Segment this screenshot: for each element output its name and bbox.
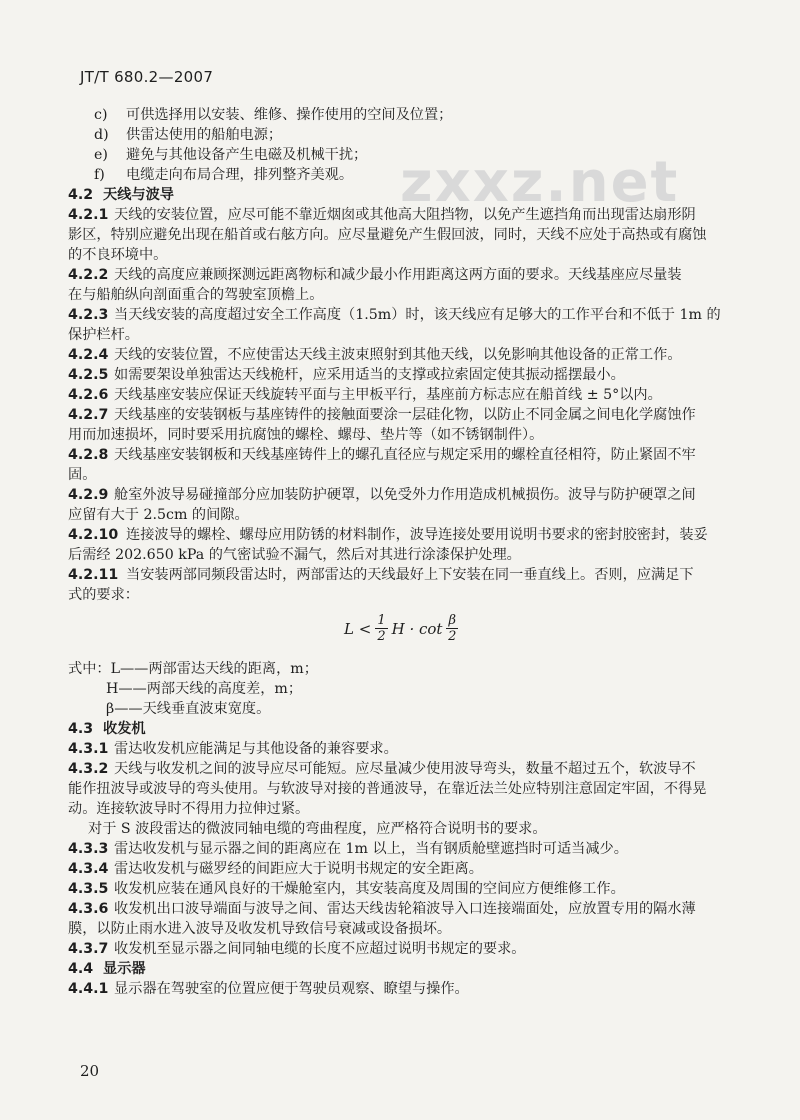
list-item: e) 避免与其他设备产生电磁及机械干扰；	[94, 147, 368, 163]
section-heading-4-4: 4.4 显示器	[68, 961, 146, 977]
watermark: zxxz.net	[400, 150, 680, 215]
document-body	[68, 105, 728, 999]
clause-4-2-1: 4.2.1 天线的安装位置，应尽可能不靠近烟囱或其他高大阻挡物，以免产生遮挡角而出现雷达扇形阴 影区，特别应避免出现在船首或右舷方向。应尽量避免产生假回波，同时，天线不应处于高热或有腐蚀 的不良环境中。	[68, 207, 707, 263]
clause-4-2-7: 4.2.7 天线基座的安装钢板与基座铸件的接触面要涂一层硅化物，以防止不同金属之间电化学腐蚀作 用而加速损坏，同时要采用抗腐蚀的螺栓、螺母、垫片等（如不锈钢制件）。	[68, 407, 696, 443]
clause-4-2-10: 4.2.10 连接波导的螺栓、螺母应用防锈的材料制作，波导连接处要用说明书要求的密封胶密封，装妥 后需经 202.650 kPa 的气密试验不漏气，然后对其进行涂漆保护处理。	[68, 527, 708, 563]
clause-4-2-2: 4.2.2 天线的高度应兼顾探测远距离物标和减少最小作用距离这两方面的要求。天线基座应尽量装 在与船舶纵向剖面重合的驾驶室顶檐上。	[68, 267, 682, 303]
clause-4-2-5: 4.2.5 如需要架设单独雷达天线桅杆，应采用适当的支撑或拉索固定使其振动摇摆最小。	[68, 367, 625, 383]
fraction-half: $\frac{1}{2}$	[377, 613, 386, 644]
clause-4-3-7: 4.3.7 收发机至显示器之间同轴电缆的长度不应超过说明书规定的要求。	[68, 941, 526, 957]
formula	[68, 609, 728, 653]
list-item: c) 可供选择用以安装、维修、操作使用的空间及位置；	[94, 107, 453, 123]
clause-4-2-8: 4.2.8 天线基座安装钢板和天线基座铸件上的螺孔直径应与规定采用的螺栓直径相符，防止紧固不牢 固。	[68, 447, 696, 483]
page-number: 20	[80, 1062, 100, 1080]
standard-code: JT/T 680.2—2007	[80, 68, 214, 86]
clause-4-3-3: 4.3.3 雷达收发机与显示器之间的距离应在 1m 以上，当有钢质舱壁遮挡时可适当减少。	[68, 841, 628, 857]
clause-4-3-4: 4.3.4 雷达收发机与磁罗经的间距应大于说明书规定的安全距离。	[68, 861, 483, 877]
clause-4-2-9: 4.2.9 舱室外波导易碰撞部分应加装防护硬罩，以免受外力作用造成机械损伤。波导与防护硬罩之间 应留有大于 2.5cm 的间隙。	[68, 487, 696, 523]
list-item: d) 供雷达使用的船舶电源；	[94, 127, 283, 143]
fraction-beta: $\frac{\beta}{2}$	[448, 613, 457, 644]
clause-4-3-1: 4.3.1 雷达收发机应能满足与其他设备的兼容要求。	[68, 741, 398, 757]
list-item: f) 电缆走向布局合理，排列整齐美观。	[94, 167, 354, 183]
clause-4-3-6: 4.3.6 收发机出口波导端面与波导之间、雷达天线齿轮箱波导入口连接端面处，应放置专用的隔水薄 膜，以防止雨水进入波导及收发机导致信号衰减或设备损坏。	[68, 901, 696, 937]
clause-4-2-4: 4.2.4 天线的安装位置，不应使雷达天线主波束照射到其他天线，以免影响其他设备的正常工作。	[68, 347, 682, 363]
clause-4-3-2: 4.3.2 天线与收发机之间的波导应尽可能短。应尽量减少使用波导弯头，数量不超过五个，软波导不 能作扭波导或波导的弯头使用。与软波导对接的普通波导，在靠近法兰处应特别注意固定牢固，不得晃 动。连接软波导时不得用力拉伸过紧。 对于 S 波段雷达的微波同轴电缆的弯曲程度，应严格符合说明书的要求。	[68, 761, 707, 837]
clause-4-2-3: 4.2.3 当天线安装的高度超过安全工作高度（1.5m）时，该天线应有足够大的工作平台和不低于 1m 的 保护栏杆。	[68, 307, 721, 343]
clause-4-2-6: 4.2.6 天线基座安装应保证天线旋转平面与主甲板平行，基座前方标志应在船首线 ± 5°以内。	[68, 387, 662, 403]
requirement-list	[68, 105, 728, 185]
clause-4-3-5: 4.3.5 收发机应装在通风良好的干燥舱室内，其安装高度及周围的空间应方便维修工作。	[68, 881, 625, 897]
formula-mid: H · cot	[391, 619, 443, 638]
clause-4-4-1: 4.4.1 显示器在驾驶室的位置应便于驾驶员观察、瞭望与操作。	[68, 981, 469, 997]
section-heading-4-3: 4.3 收发机	[68, 721, 146, 737]
formula-definitions: 式中：L——两部雷达天线的距离，m； H——两部天线的高度差，m； β——天线垂直波束宽度。	[68, 661, 318, 717]
section-heading-4-2: 4.2 天线与波导	[68, 187, 174, 203]
clause-4-2-11: 4.2.11 当安装两部同频段雷达时，两部雷达的天线最好上下安装在同一垂直线上。否则，应满足下 式的要求：	[68, 567, 694, 603]
formula-lhs: L <	[344, 619, 372, 638]
